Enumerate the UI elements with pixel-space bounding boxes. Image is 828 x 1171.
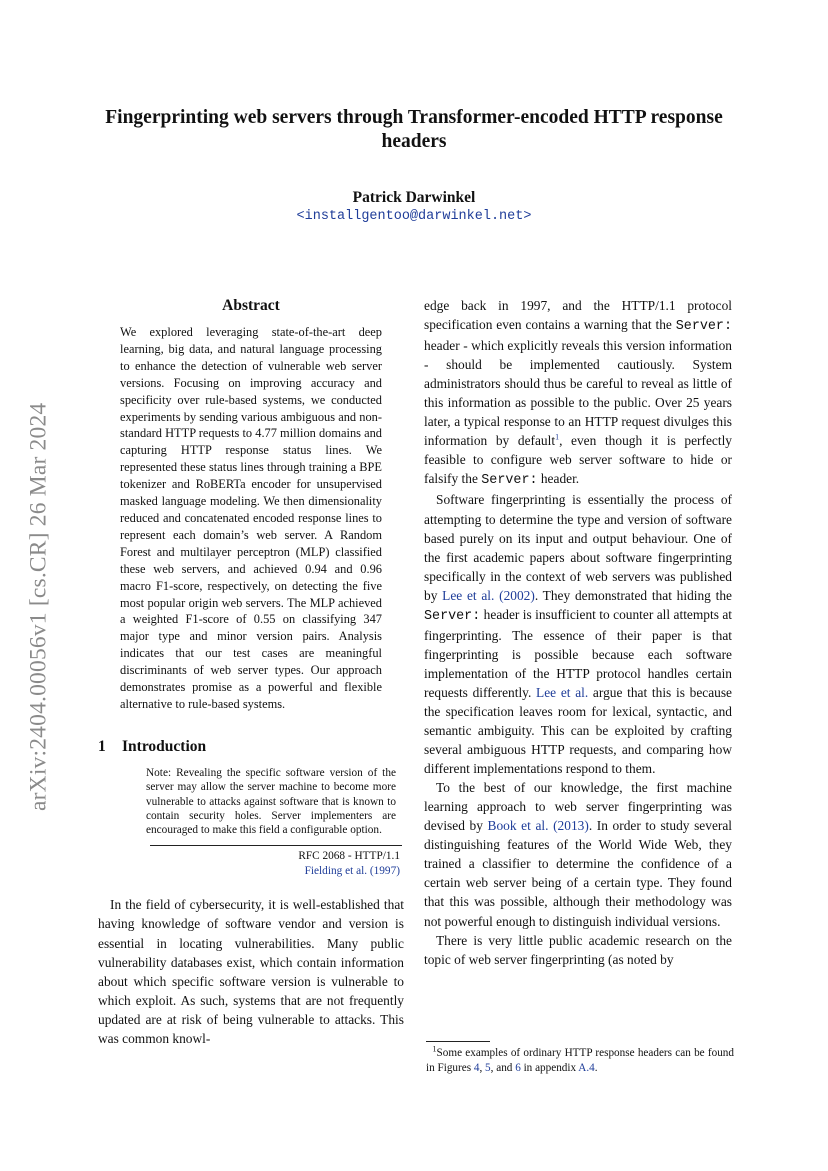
citation-lee-2002[interactable]: Lee et al. (2002): [442, 587, 535, 603]
code-server-header: Server:: [481, 473, 538, 489]
text-span: header - which explicitly reveals this version information - should be implemented cautiously. System administrators should thus be careful to reveal as little of this information as possible to the public. Over 25 years later, a typical response to an HTTP request divulges this information by default: [424, 338, 732, 449]
section-number: 1: [98, 737, 106, 755]
text-span: edge back in 1997, and the HTTP/1.1 protocol specification even contains a warning that the: [424, 298, 732, 333]
epigraph-source: RFC 2068 - HTTP/1.1: [298, 850, 400, 863]
citation-fielding-1997[interactable]: Fielding et al. (1997): [304, 865, 400, 878]
intro-paragraph-1-continued: [424, 296, 732, 490]
figure-link-6[interactable]: 6: [515, 1062, 521, 1074]
intro-paragraph-3: [424, 778, 732, 930]
paper-title: Fingerprinting web servers through Transformer-encoded HTTP response headers: [105, 107, 723, 152]
text-span: header is insufficient to counter all attempts at fingerprinting. The essence of their paper is that fingerprinting is possible because each software implementation of the HTTP protocol handles certain requests differently.: [424, 606, 732, 700]
figure-link-5[interactable]: 5: [485, 1062, 491, 1074]
intro-paragraph-4: There is very little public academic research on the topic of web server fingerprinting (as noted by: [424, 932, 732, 967]
intro-paragraph-1: In the field of cybersecurity, it is well-established that having knowledge of software vendor and version is essential in locating vulnerabilities. Many public vulnerability databases exist, which contain information about which specific software version is vulnerable to which exploit. As such, systems that are not frequently updated are at risk of being vulnerable to attacks. This was common knowl-: [98, 897, 404, 1046]
code-server-header: Server:: [424, 608, 481, 624]
arxiv-side-label: arXiv:2404.00056v1 [cs.CR] 26 Mar 2024: [25, 402, 52, 812]
intro-paragraph-2: [424, 490, 732, 778]
right-column: [424, 296, 732, 969]
text-span: in appendix: [520, 1062, 579, 1074]
text-span: argue that this is because the specification leaves room for lexical, syntactic, and semantic ambiguity. This can be exploited by crafting several ambiguous HTTP requests, and comparing how different implementations respond to them.: [424, 684, 732, 777]
text-span: .: [594, 1062, 598, 1074]
text-span: ,: [479, 1062, 486, 1074]
text-span: Software fingerprinting is essentially the process of attempting to determine the type and version of software based purely on its input and output behaviour. One of the first academic papers about software fingerprinting specifically in the context of web servers was published by: [424, 492, 732, 603]
abstract-heading: Abstract: [222, 297, 280, 314]
code-server-header: Server:: [675, 319, 732, 335]
footnote-number: 1: [432, 1044, 437, 1054]
author-email[interactable]: <installgentoo@darwinkel.net>: [296, 209, 532, 224]
footnote: [426, 1046, 734, 1076]
section-title: Introduction: [122, 737, 207, 755]
text-span: . In order to study several distinguishing features of the World Wide Web, they trained a classifier to determine the confidence of a certain web server being of a certain type. They found that this was possible, although their methodology was not powerful enough to distinguish individual versions.: [424, 818, 733, 929]
text-span: , even though it is perfectly feasible to configure web server software to hide or falsify the: [424, 433, 733, 487]
text-span: header.: [537, 471, 580, 487]
epigraph-attribution: [98, 849, 400, 879]
text-span: To the best of our knowledge, the first machine learning approach to web server fingerprinting was devised by: [424, 780, 732, 834]
citation-lee[interactable]: Lee et al.: [536, 684, 589, 700]
citation-book-2013[interactable]: Book et al. (2013): [487, 818, 589, 834]
text-span: Some examples of ordinary HTTP response headers can be found in Figures: [426, 1047, 734, 1074]
footnote-rule: [426, 1041, 490, 1042]
left-column: [98, 296, 404, 1048]
text-span: , and: [490, 1062, 516, 1074]
text-span: . They demonstrated that hiding the: [534, 587, 732, 603]
section-heading-introduction: [98, 737, 404, 756]
appendix-link[interactable]: A.4: [578, 1062, 595, 1074]
footnote-link[interactable]: 1: [555, 432, 560, 442]
author-name: Patrick Darwinkel: [352, 189, 476, 206]
figure-link-4[interactable]: 4: [473, 1062, 480, 1074]
epigraph-rule: [150, 845, 402, 846]
epigraph-quote: Note: Revealing the specific software version of the server may allow the server machine to become more vulnerable to attacks against software that is known to contain security holes. Server implementers are encouraged to make this field a configurable option.: [146, 766, 396, 837]
abstract-body: We explored leveraging state-of-the-art deep learning, big data, and natural language processing to enhance the detection of vulnerable web server versions. Focusing on improving accuracy and specificity over rule-based systems, we conducted experiments by sending various ambiguous and non-standard HTTP requests to 4.77 million domains and capturing HTTP response status lines. We represented these status lines through training a BPE tokenizer and RoBERTa encoder for unsupervised masked language modeling. We then dimensionality reduced and concatenated encoded response lines to represent each domain’s web server. A Random Forest and multilayer perceptron (MLP) classified these web servers, and achieved 0.94 and 0.96 macro F1-score, respectively, on detecting the five most popular origin web servers. The MLP achieved a weighted F1-score of 0.55 on classifying 347 major type and minor version pairs. Analysis indicates that our test cases are meaningful discriminants of web server types. Our approach demonstrates promise as a powerful and flexible alternative to rule-based systems.: [120, 325, 382, 711]
